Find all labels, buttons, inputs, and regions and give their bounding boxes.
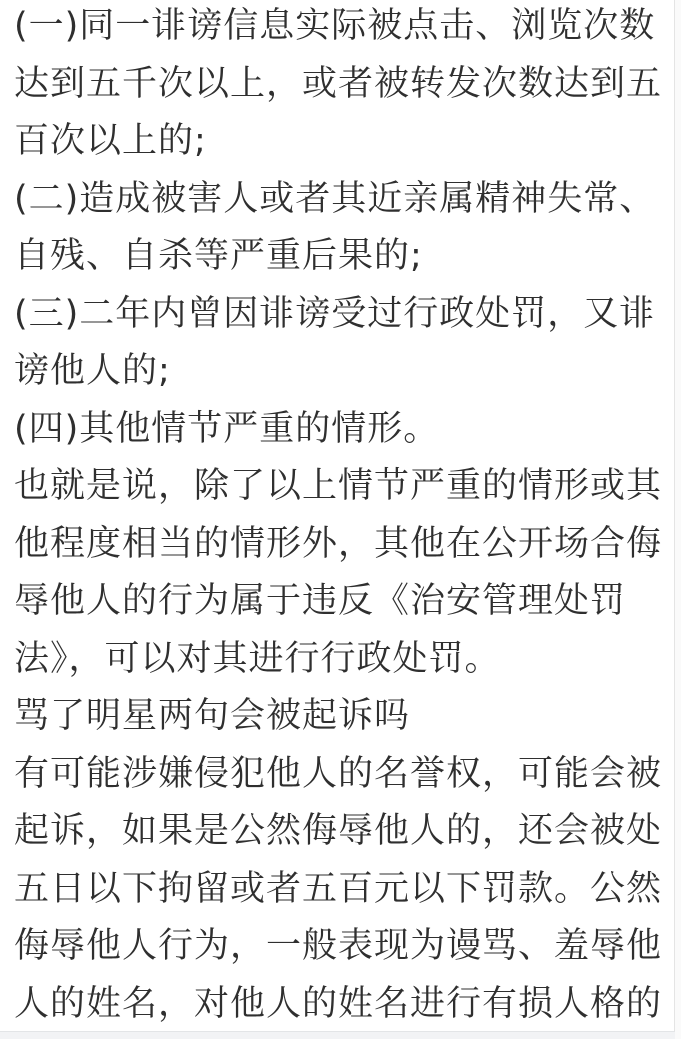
text-line: 五日以下拘留或者五百元以下罚款。公然 (14, 868, 663, 909)
article-text-block (14, 0, 664, 1031)
text-line: 人的姓名，对他人的姓名进行有损人格的 (14, 983, 663, 1024)
text-line: 法》，可以对其进行行政处罚。 (14, 638, 501, 679)
section-heading: 骂了明星两句会被起诉吗 (14, 696, 411, 736)
text-line: (三)二年内曾因诽谤受过行政处罚，又诽 (14, 293, 656, 334)
text-line: 侮辱他人行为，一般表现为谩骂、羞辱他 (14, 926, 663, 966)
text-line: 百次以上的; (14, 121, 207, 161)
page-right-gutter (675, 0, 681, 1039)
text-line: 达到五千次以上，或者被转发次数达到五 (14, 63, 663, 104)
text-line: (二)造成被害人或者其近亲属精神失常、 (14, 178, 656, 219)
viewport-bottom-strip (0, 1032, 675, 1039)
text-line: 也就是说，除了以上情节严重的情形或其 (14, 466, 663, 506)
text-line: 有可能涉嫌侵犯他人的名誉权，可能会被 (14, 753, 663, 794)
text-line: 辱他人的行为属于违反《治安管理处罚 (14, 581, 627, 621)
text-line: (一)同一诽谤信息实际被点击、浏览次数 (14, 6, 656, 46)
text-line: (四)其他情节严重的情形。 (14, 408, 440, 449)
text-line: 起诉，如果是公然侮辱他人的，还会被处 (14, 811, 663, 851)
text-line: 谤他人的; (14, 351, 171, 391)
text-line: 他程度相当的情形外，其他在公开场合侮 (14, 523, 663, 564)
text-line: 自残、自杀等严重后果的; (14, 236, 423, 276)
